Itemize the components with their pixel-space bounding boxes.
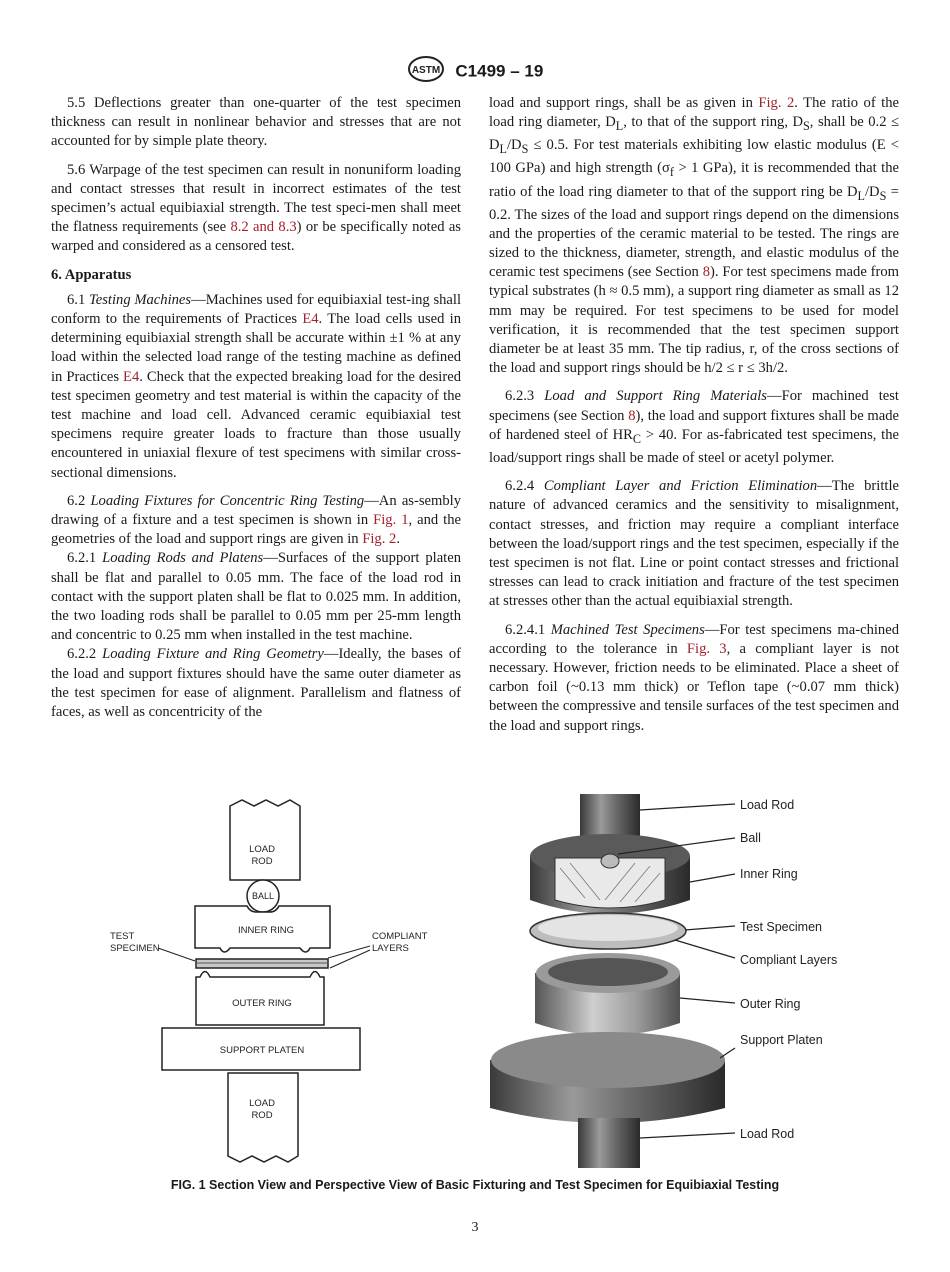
ref-fig-3[interactable]: Fig. 3 (686, 640, 727, 657)
right-column (489, 94, 899, 745)
section-label-support-platen: SUPPORT PLATEN (219, 1045, 305, 1056)
persp-ball (601, 854, 619, 868)
ref-section-8[interactable]: 8 (702, 264, 710, 281)
section-label-ball: BALL (251, 891, 275, 901)
section-6-2-4-1: 6.2.4.1 Machined Test Specimens—For test specimens ma-chined according to the tolerance in Fig. 3, a compliant layer is not necessary. However, friction needs to be eliminated. Place a sheet of carbon foil (~0.13 mm thick) or Teflon tape (~0.07 mm thick) between the compressive and tensile surfaces of the test specimen and the load and support rings. (489, 621, 899, 734)
leader-persp-outer-ring (680, 998, 735, 1003)
astm-logo-icon (407, 56, 445, 87)
persp-label-compliant-layers: Compliant Layers (740, 953, 838, 967)
persp-load-rod-bottom (578, 1118, 640, 1168)
section-label-load-rod-bottom-2: ROD (251, 1110, 273, 1121)
section-view-diagram (100, 788, 460, 1168)
ref-8-2-8-3[interactable]: 8.2 and 8.3 (230, 219, 297, 236)
section-5-6: 5.6 Warpage of the test specimen can result in nonuniform loading and contact stresses that result in incorrect estimates of the test specimen’s actual equibiaxial strength. The test speci-men shall meet the flatness requirements (see 8.2 and 8.3) or be specifically noted as warped and considered as a censored test. (51, 161, 461, 255)
ref-fig-2-right[interactable]: Fig. 2 (758, 95, 795, 111)
section-6-2-2: 6.2.2 Loading Fixture and Ring Geometry—Ideally, the bases of the load and support fixtures should have the same outer diameter as the test specimen for ease of alignment. Parallelism and flatness of faces, as well as concentricity of the (51, 646, 461, 721)
leader-persp-test-specimen (685, 926, 735, 930)
section-6-heading: 6. Apparatus (51, 266, 132, 283)
section-label-load-rod-bottom-1: LOAD (249, 1098, 275, 1109)
persp-label-load-rod-bottom: Load Rod (740, 1127, 795, 1141)
top-load-rod (230, 800, 300, 880)
persp-label-ball: Ball (740, 831, 761, 845)
section-label-compliant-2: LAYERS (372, 943, 409, 954)
section-5-5: 5.5 Deflections greater than one-quarter of the test specimen thickness can result in nonlinear behavior and stresses that are not accounted for by simple plate theory. (51, 95, 461, 150)
section-label-test-specimen-1: TEST (110, 931, 135, 942)
leader-test-specimen (158, 948, 195, 961)
leader-persp-load-rod-bottom (640, 1133, 735, 1138)
persp-label-support-platen: Support Platen (740, 1033, 823, 1047)
figure-caption: FIG. 1 Section View and Perspective View of Basic Fixturing and Test Specimen for Equibiaxial Testing (170, 1178, 780, 1192)
section-label-inner-ring: INNER RING (238, 925, 294, 936)
leader-compliant-1 (328, 946, 370, 958)
section-6-2-1: 6.2.1 Loading Rods and Platens—Surfaces of the support platen shall be flat and parallel to 0.05 mm. The face of the load rod in contact with the support platen shall be flat to 0.025 mm. In addition, the two loading rods shall be parallel to 0.05 mm per 25-mm length and concentric to 0.25 mm when installed in the test machine. (51, 550, 462, 644)
persp-label-load-rod-top: Load Rod (740, 798, 795, 812)
left-column (51, 94, 461, 722)
section-label-compliant-1: COMPLIANT (372, 931, 428, 942)
persp-label-test-specimen: Test Specimen (740, 920, 822, 934)
ref-section-8-second[interactable]: 8 (628, 407, 636, 424)
perspective-view-diagram (490, 788, 890, 1168)
leader-persp-support-platen (720, 1048, 735, 1058)
leader-persp-load-rod-top (640, 804, 735, 810)
section-label-load-rod-top-1: LOAD (249, 844, 275, 855)
ref-e4-second[interactable]: E4 (123, 368, 140, 385)
section-label-outer-ring: OUTER RING (232, 998, 292, 1009)
section-6-2-4: 6.2.4 Compliant Layer and Friction Elimination—The brittle nature of advanced ceramics and the sensitivity to misalignment, contact stresses, and friction may require a compliant interface between the load/support rings and the test specimen, especially if the test specimen is not flat. Line or point contact stresses and frictional stresses can lead to crack initiation and fracture of the test specimen at stresses other than the actual equibiaxial strength. (489, 478, 899, 610)
section-6-2-3: 6.2.3 Load and Support Ring Materials—For machined test specimens (see Section 8), the load and support fixtures shall be made of hardened steel of $HR_C > 40$. For as-fabricated test specimens, the load/support rings shall be made of steel or acetyl polymer. (489, 388, 900, 466)
ref-e4[interactable]: E4 (302, 311, 319, 328)
astm-logo-text: ASTM (411, 65, 440, 76)
section-label-test-specimen-2: SPECIMEN (110, 943, 160, 954)
leader-persp-compliant (675, 940, 735, 958)
persp-label-outer-ring: Outer Ring (740, 997, 801, 1011)
persp-label-inner-ring: Inner Ring (740, 867, 798, 881)
section-6-2-2-continued: load and support rings, shall be as given in Fig. 2. The ratio of the load ring diameter, $D_L$, to that of the support ring, $D_S$, shall be $0.2 \le D_L/D_S \le 0.5$. For test materials exhibiting low elastic modulus (E < 100 GPa) and high strength ($\sigma_f > 1$ GPa), it is recommended that the ratio of the load ring diameter to that of the support ring be $D_L/D_S = 0.2$. The sizes of the load and support rings depend on the dimensions and the properties of the ceramic material to be tested. The rings are sized to the thickness, diameter, strength, and elastic modulus of the ceramic test specimens (see Section 8). For test specimens made from typical substrates (h ≈ 0.5 mm), a support ring diameter as small as 12 mm may be required. For test specimens to be used for model verification, it is recommended that the test specimen support diameter be at least 35 mm. The tip radius, r, of the cross sections of the load and support rings should be h/2 ≤ r ≤ 3h/2. (489, 95, 900, 377)
document-designation: C1499 – 19 (455, 61, 544, 81)
ref-fig-1[interactable]: Fig. 1 (373, 512, 409, 529)
page-header (0, 56, 950, 87)
section-6-1: 6.1 Testing Machines—Machines used for equibiaxial test-ing shall conform to the requirements of Practices E4. The load cells used in determining equibiaxial strength shall be accurate within ±1 % at any load within the selected load range of the testing machine as defined in Practices E4. Check that the expected breaking load for the desired test specimen geometry and test material is within the capacity of the test machine and load cell. Advanced ceramic equibiaxial test specimens require greater loads to fracture than those usually encountered in uniaxial flexure of test specimens with similar cross-sectional dimensions. (51, 291, 462, 481)
page-number: 3 (471, 1220, 479, 1235)
section-label-load-rod-top-2: ROD (251, 856, 273, 867)
figure-1 (0, 788, 950, 1168)
leader-persp-inner-ring (690, 874, 735, 882)
ref-fig-2[interactable]: Fig. 2 (362, 531, 397, 548)
section-6-2: 6.2 Loading Fixtures for Concentric Ring Testing—An as-sembly drawing of a fixture and a test specimen is shown in Fig. 1, and the geometries of the load and support rings are given in Fig. 2. (51, 492, 461, 548)
leader-compliant-2 (330, 950, 370, 968)
